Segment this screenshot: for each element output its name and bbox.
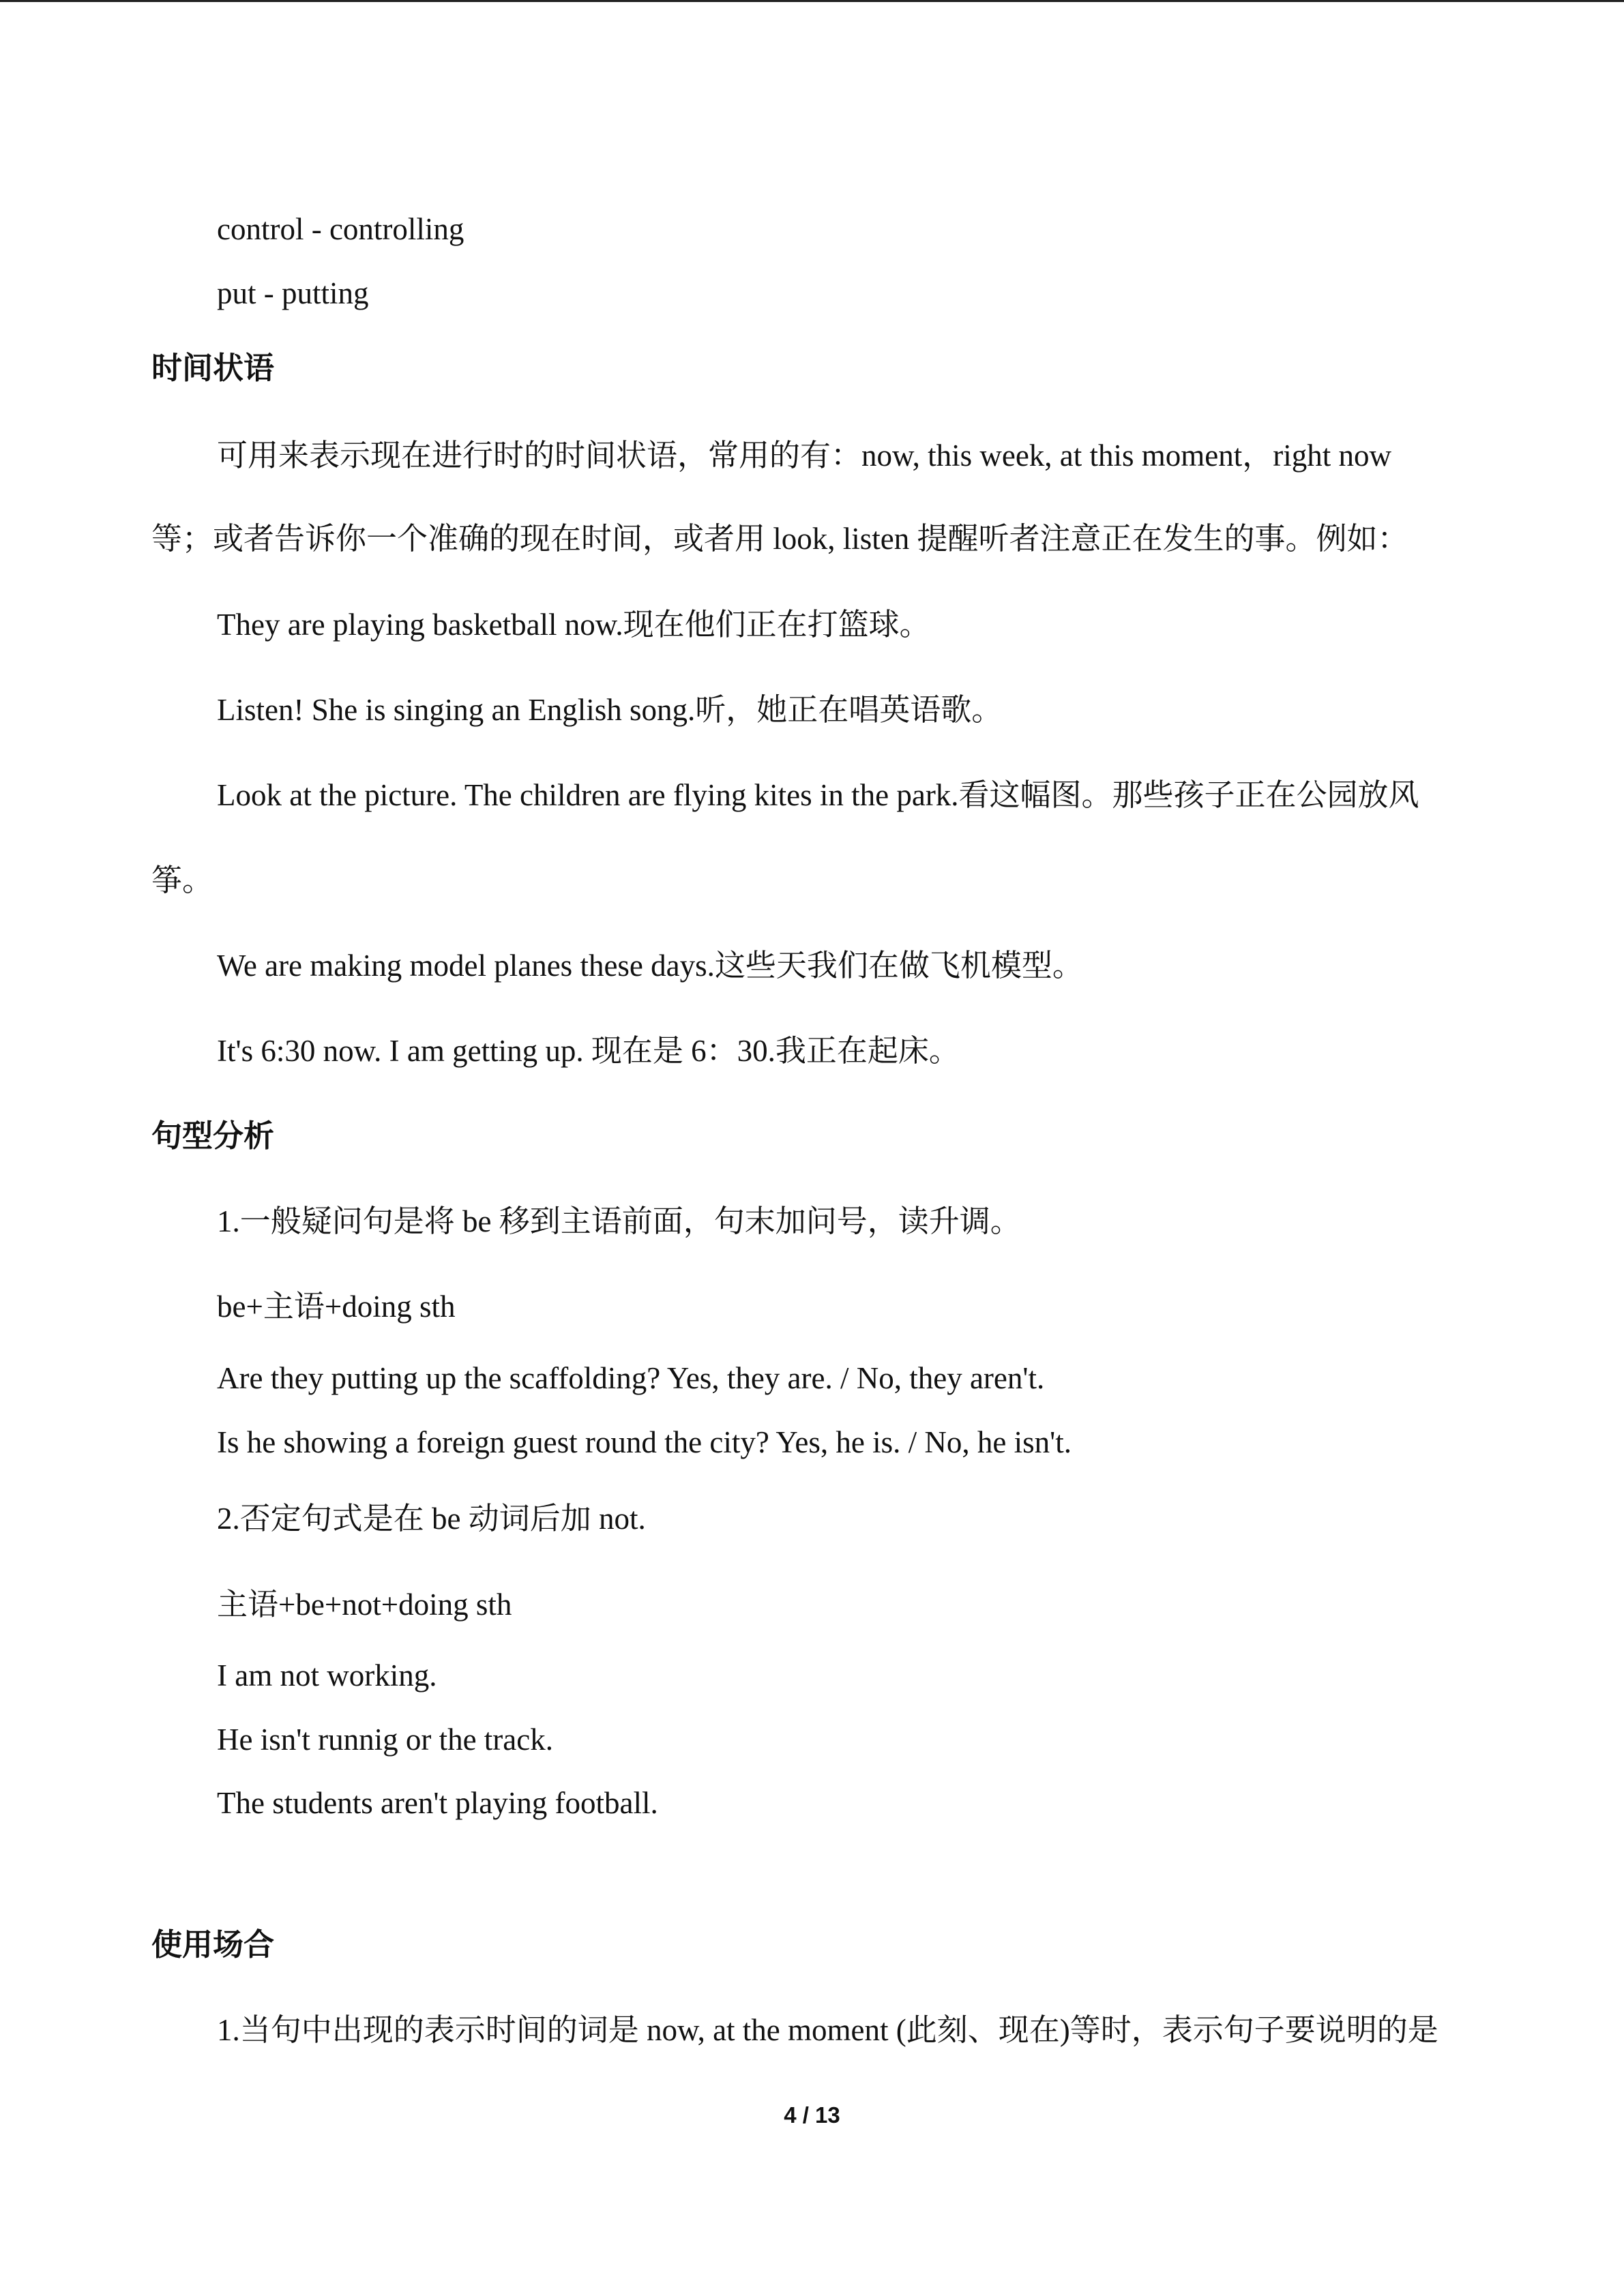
pattern-formula-1: be+主语+doing sth (217, 1289, 456, 1324)
time-example-5: It's 6:30 now. I am getting up. 现在是 6：30.我正在起床。 (217, 1034, 960, 1068)
intro-example-1: control - controlling (217, 212, 464, 246)
pattern-point-1: 1.一般疑问句是将 be 移到主语前面，句末加问号，读升调。 (217, 1204, 1021, 1238)
negative-example-3: The students aren't playing football. (217, 1786, 658, 1820)
time-example-2: Listen! She is singing an English song.听，她正在唱英语歌。 (217, 693, 1003, 727)
pattern-formula-2: 主语+be+not+doing sth (217, 1587, 512, 1622)
time-example-4: We are making model planes these days.这些天我们在做飞机模型。 (217, 949, 1083, 983)
section-heading-usage: 使用场合 (151, 1926, 275, 1963)
intro-example-2: put - putting (217, 276, 369, 310)
negative-example-1: I am not working. (217, 1658, 437, 1693)
time-example-1: They are playing basketball now.现在他们正在打篮球。 (217, 608, 930, 642)
time-paragraph-line-1: 可用来表示现在进行时的时间状语，常用的有：now, this week, at this moment，right now (217, 438, 1391, 473)
time-paragraph-line-2: 等；或者告诉你一个准确的现在时间，或者用 look, listen 提醒听者注意正在发生的事。例如： (151, 522, 1408, 556)
section-heading-pattern: 句型分析 (151, 1118, 275, 1154)
usage-point-1: 1.当句中出现的表示时间的词是 now, at the moment (此刻、现在)等时，表示句子要说明的是 (217, 2013, 1438, 2047)
question-example-1: Are they putting up the scaffolding? Yes, they are. / No, they aren't. (217, 1361, 1045, 1395)
time-example-3-cont: 筝。 (151, 863, 213, 897)
negative-example-2: He isn't runnig or the track. (217, 1723, 553, 1757)
pattern-point-2: 2.否定句式是在 be 动词后加 not. (217, 1502, 646, 1536)
section-heading-time: 时间状语 (151, 350, 275, 386)
time-example-3: Look at the picture. The children are flying kites in the park.看这幅图。那些孩子正在公园放风 (217, 778, 1419, 812)
page-number: 4 / 13 (784, 2102, 840, 2128)
question-example-2: Is he showing a foreign guest round the city? Yes, he is. / No, he isn't. (217, 1425, 1072, 1459)
